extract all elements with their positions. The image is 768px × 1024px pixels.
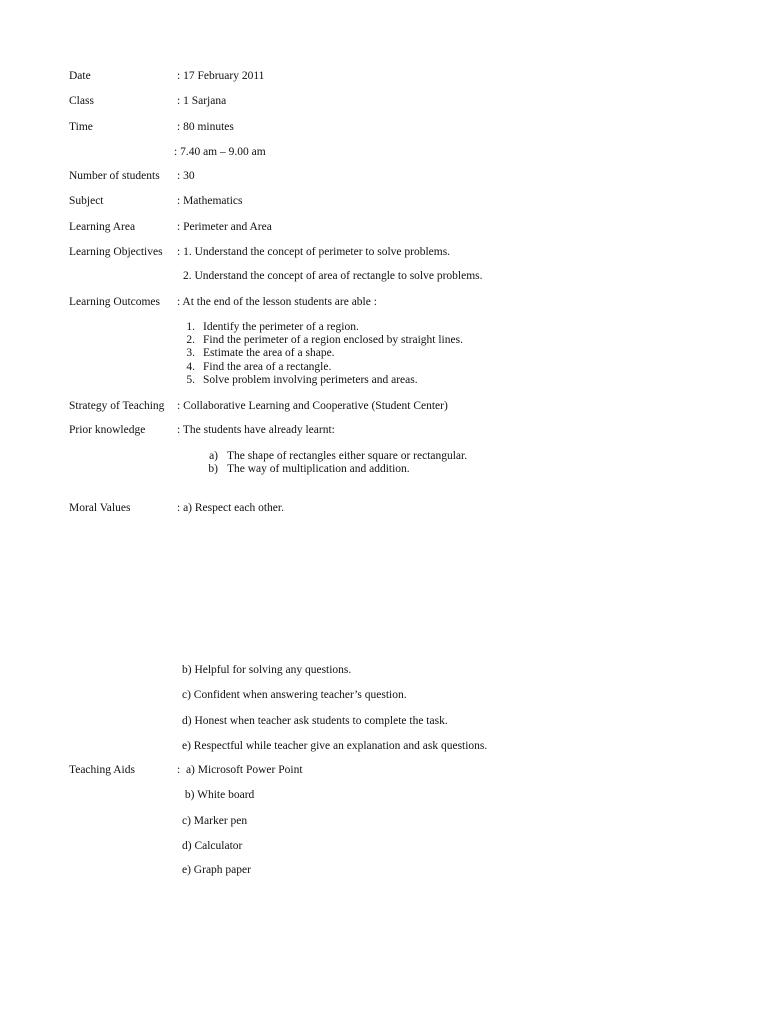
prior-item-marker: b) [208,463,218,475]
outcome-number: 2. [186,334,195,346]
objective-item: 2. Understand the concept of area of rectangle to solve problems. [183,270,483,282]
teaching-aid-item: b) White board [182,789,255,801]
teaching-aid-item: d) Calculator [182,840,243,852]
subject-label: Subject [69,195,104,207]
outcome-item: Identify the perimeter of a region. [203,321,359,333]
learning-outcomes-intro: : At the end of the lesson students are able : [177,296,377,308]
prior-item: The way of multiplication and addition. [227,463,410,475]
class-value: : 1 Sarjana [177,95,227,107]
moral-values-label: Moral Values [69,502,131,514]
objective-item: : 1. Understand the concept of perimeter to solve problems. [177,246,451,258]
teaching-aid-item: e) Graph paper [182,864,251,876]
strategy-value: : Collaborative Learning and Cooperative (Student Center) [177,400,448,412]
date-value: : 17 February 2011 [177,70,265,82]
outcome-number: 4. [186,361,195,373]
learning-area-value: : Perimeter and Area [177,221,272,233]
prior-knowledge-label: Prior knowledge [69,424,146,436]
learning-objectives-label: Learning Objectives [69,246,163,258]
strategy-label: Strategy of Teaching [69,400,165,412]
learning-area-label: Learning Area [69,221,136,233]
date-label: Date [69,70,91,82]
prior-item-marker: a) [209,450,218,462]
class-label: Class [69,95,94,107]
outcome-number: 5. [186,374,195,386]
time-duration-value: : 80 minutes [177,121,234,133]
outcome-item: Find the perimeter of a region enclosed by straight lines. [203,334,463,346]
prior-knowledge-intro: : The students have already learnt: [177,424,335,436]
outcome-number: 3. [186,347,195,359]
moral-value-item: : a) Respect each other. [177,502,284,514]
time-label: Time [69,121,93,133]
moral-value-item: b) Helpful for solving any questions. [182,664,352,676]
learning-outcomes-label: Learning Outcomes [69,296,161,308]
teaching-aids-label: Teaching Aids [69,764,135,776]
outcome-number: 1. [186,321,195,333]
students-label: Number of students [69,170,160,182]
moral-value-item: d) Honest when teacher ask students to complete the task. [182,715,448,727]
teaching-aid-item: c) Marker pen [182,815,248,827]
teaching-aid-item: : a) Microsoft Power Point [177,764,303,776]
outcome-item: Solve problem involving perimeters and areas. [203,374,418,386]
prior-item: The shape of rectangles either square or rectangular. [227,450,468,462]
students-value: : 30 [177,170,195,182]
time-range-value: : 7.40 am – 9.00 am [174,146,266,158]
outcome-item: Estimate the area of a shape. [203,347,335,359]
moral-value-item: c) Confident when answering teacher’s question. [182,689,407,701]
moral-value-item: e) Respectful while teacher give an explanation and ask questions. [182,740,488,752]
subject-value: : Mathematics [177,195,243,207]
outcome-item: Find the area of a rectangle. [203,361,332,373]
